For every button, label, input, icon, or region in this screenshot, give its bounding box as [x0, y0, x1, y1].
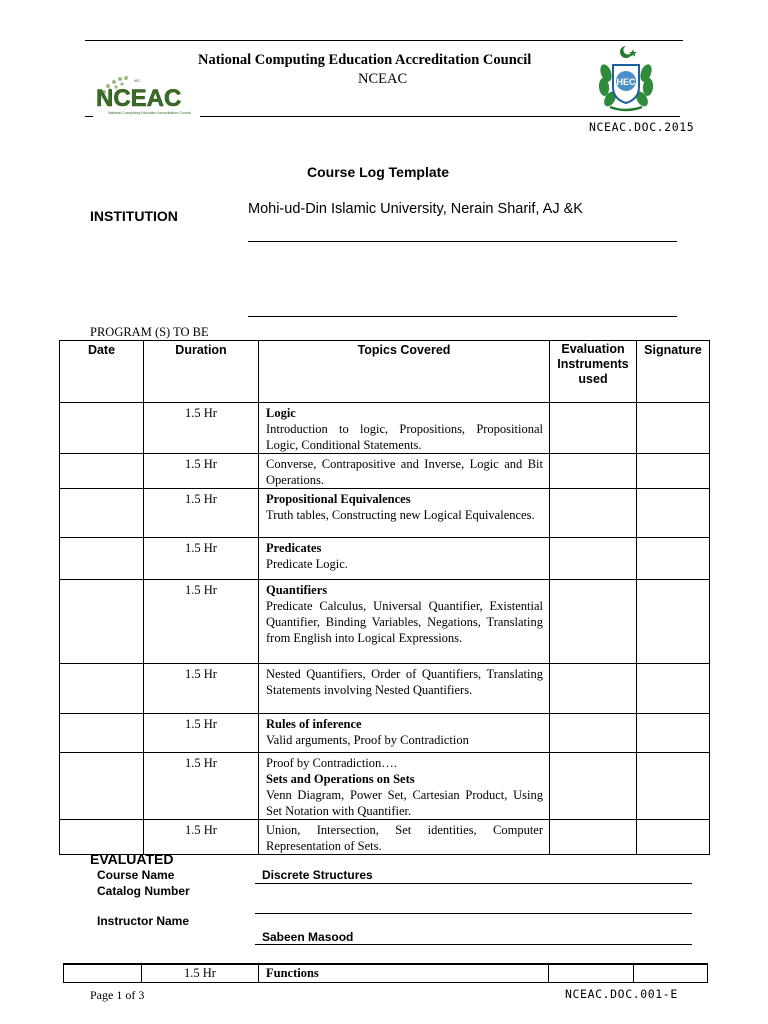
logo-wordmark: NCEAC: [96, 85, 182, 112]
date-cell[interactable]: [60, 454, 144, 489]
topic-text: Proof by Contradiction….: [266, 756, 397, 770]
topic-cell: [259, 403, 550, 454]
program-label: PROGRAM (S) TO BE: [90, 325, 209, 339]
evaluation-header-line2: Instruments: [557, 357, 629, 371]
instructor-name-underline[interactable]: [255, 944, 692, 945]
signature-cell[interactable]: [637, 664, 710, 714]
topic-heading: Functions: [266, 966, 319, 980]
date-cell[interactable]: [60, 489, 144, 538]
duration-cell: 1.5 Hr: [144, 454, 259, 489]
org-title: National Computing Education Accreditation Council: [198, 52, 532, 68]
duration-cell: 1.5 Hr: [144, 580, 259, 664]
duration-cell: 1.5 Hr: [142, 964, 259, 982]
duration-cell: 1.5 Hr: [144, 714, 259, 753]
topic-text-extra: Venn Diagram, Power Set, Cartesian Product, Using Set Notation with Quantifier.: [266, 788, 543, 818]
institution-label: INSTITUTION: [90, 208, 178, 224]
topic-text: Introduction to logic, Propositions, Propositional Logic, Conditional Statements.: [266, 422, 543, 452]
topic-cell: [259, 820, 550, 855]
col-date-header: Date: [60, 341, 144, 403]
table-row: [64, 964, 708, 982]
topic-text: Truth tables, Constructing new Logical Equivalences.: [266, 508, 535, 522]
signature-cell[interactable]: [637, 538, 710, 580]
form-title: Course Log Template: [307, 164, 450, 180]
evaluation-cell[interactable]: [550, 454, 637, 489]
evaluation-cell[interactable]: [550, 753, 637, 820]
table-row: [60, 820, 710, 855]
signature-cell[interactable]: [637, 580, 710, 664]
signature-cell[interactable]: [637, 820, 710, 855]
header-left-tick: [85, 116, 93, 117]
topic-heading: Quantifiers: [266, 583, 328, 597]
topic-cell: [259, 454, 550, 489]
duration-cell: 1.5 Hr: [144, 664, 259, 714]
evaluation-cell[interactable]: [550, 714, 637, 753]
signature-cell[interactable]: [637, 753, 710, 820]
col-topics-header: Topics Covered: [259, 341, 550, 403]
hec-emblem: [596, 43, 656, 115]
instructor-name-label: Instructor Name: [97, 914, 190, 928]
instructor-name-value: Sabeen Masood: [262, 930, 354, 944]
date-cell[interactable]: [60, 538, 144, 580]
date-cell[interactable]: [64, 964, 142, 982]
topic-heading: Rules of inference: [266, 717, 362, 731]
course-name-underline[interactable]: [255, 883, 692, 884]
signature-cell[interactable]: [637, 714, 710, 753]
topic-text: Valid arguments, Proof by Contradiction: [266, 733, 469, 747]
evaluation-cell[interactable]: [550, 489, 637, 538]
duration-cell: 1.5 Hr: [144, 489, 259, 538]
date-cell[interactable]: [60, 753, 144, 820]
col-signature-header: Signature: [637, 341, 710, 403]
evaluation-cell[interactable]: [549, 964, 634, 982]
signature-cell[interactable]: [637, 489, 710, 538]
date-cell[interactable]: [60, 820, 144, 855]
date-cell[interactable]: [60, 580, 144, 664]
institution-value: Mohi-ud-Din Islamic University, Nerain Sharif, AJ &K: [248, 201, 583, 217]
topic-text: Nested Quantifiers, Order of Quantifiers, Translating Statements involving Nested Quantifiers.: [266, 667, 543, 697]
topic-heading: Logic: [266, 406, 296, 420]
table-row: [60, 664, 710, 714]
topic-text: Predicate Calculus, Universal Quantifier, Existential Quantifier, Binding Variables, Negations, Translating from English into Logical Expressions.: [266, 599, 543, 645]
topic-cell: [259, 714, 550, 753]
duration-cell: 1.5 Hr: [144, 538, 259, 580]
course-log-table: [59, 340, 710, 855]
continuation-table: [63, 963, 708, 983]
evaluation-cell[interactable]: [550, 820, 637, 855]
course-name-label: Course Name: [97, 868, 175, 882]
topic-cell: [259, 580, 550, 664]
topic-cell: [259, 753, 550, 820]
evaluation-cell[interactable]: [550, 403, 637, 454]
table-header-row: [60, 341, 710, 403]
table-row: [60, 714, 710, 753]
topic-text: Converse, Contrapositive and Inverse, Logic and Bit Operations.: [266, 457, 543, 487]
table-row: [60, 403, 710, 454]
evaluation-header-line3: used: [578, 372, 608, 386]
col-duration-header: Duration: [144, 341, 259, 403]
nceac-logo: [90, 70, 194, 116]
topic-cell: [259, 489, 550, 538]
table-row: [60, 454, 710, 489]
page-number: Page 1 of 3: [90, 988, 145, 1002]
topic-heading: Predicates: [266, 541, 322, 555]
institution-underline-1: [248, 241, 677, 242]
topic-cell: [259, 964, 549, 982]
header-bottom-rule: [200, 116, 680, 117]
duration-cell: 1.5 Hr: [144, 820, 259, 855]
table-row: [60, 753, 710, 820]
topic-text: Union, Intersection, Set identities, Computer Representation of Sets.: [266, 823, 543, 853]
duration-cell: 1.5 Hr: [144, 753, 259, 820]
org-abbr: NCEAC: [358, 71, 408, 87]
duration-cell: 1.5 Hr: [144, 403, 259, 454]
catalog-number-label: Catalog Number: [97, 884, 190, 898]
svg-text:HEC: HEC: [134, 79, 141, 83]
topic-text: Predicate Logic.: [266, 557, 348, 571]
signature-cell[interactable]: [637, 454, 710, 489]
header-top-rule: [85, 40, 683, 41]
doc-code-top: NCEAC.DOC.2015: [589, 120, 695, 134]
table-row: [60, 580, 710, 664]
date-cell[interactable]: [60, 664, 144, 714]
topic-heading: Propositional Equivalences: [266, 492, 411, 506]
evaluation-cell[interactable]: [550, 538, 637, 580]
logo-tagline: National Computing Education Accreditation Council: [108, 111, 192, 115]
evaluation-cell[interactable]: [550, 580, 637, 664]
signature-cell[interactable]: [637, 403, 710, 454]
course-name-value: Discrete Structures: [262, 868, 373, 882]
evaluation-header-line1: Evaluation: [561, 342, 625, 356]
date-cell[interactable]: [60, 403, 144, 454]
evaluation-cell[interactable]: [550, 664, 637, 714]
evaluated-label: EVALUATED: [90, 851, 174, 867]
catalog-number-underline[interactable]: [255, 913, 692, 914]
table-row: [60, 489, 710, 538]
col-evaluation-header: [550, 341, 637, 403]
institution-underline-2: [248, 316, 677, 317]
table-row: [60, 538, 710, 580]
emblem-text: HEC: [616, 77, 636, 87]
topic-cell: [259, 664, 550, 714]
topic-heading: Sets and Operations on Sets: [266, 772, 415, 786]
date-cell[interactable]: [60, 714, 144, 753]
doc-code-bottom: NCEAC.DOC.001-E: [565, 987, 678, 1001]
signature-cell[interactable]: [634, 964, 708, 982]
topic-cell: [259, 538, 550, 580]
